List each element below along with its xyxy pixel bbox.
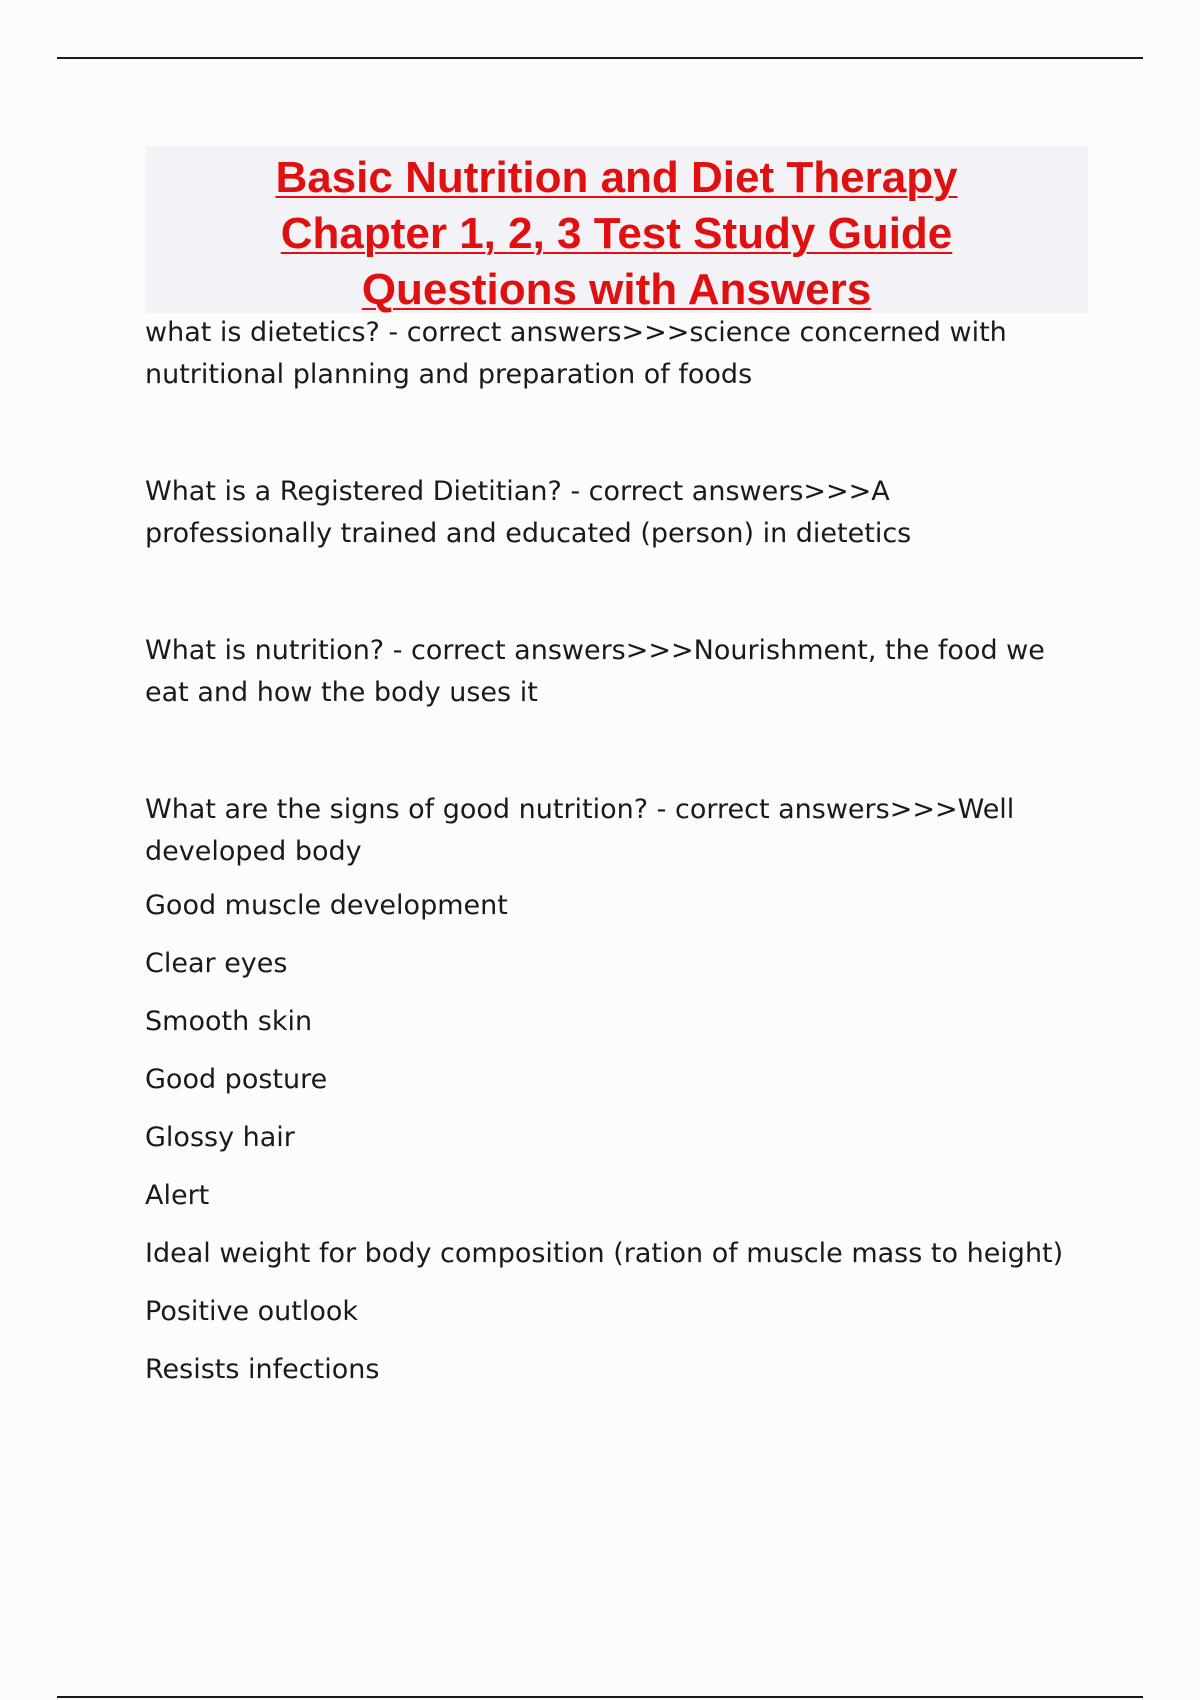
- list-item: Good muscle development: [145, 890, 508, 921]
- top-rule: [57, 57, 1143, 59]
- title-line-1: Basic Nutrition and Diet Therapy: [275, 153, 958, 202]
- list-item: Alert: [145, 1180, 210, 1211]
- qa-item-dietetics: what is dietetics? - correct answers>>>science concerned with nutritional planning and preparation of foods: [145, 317, 1007, 390]
- title-line-3: Questions with Answers: [361, 265, 872, 314]
- list-item: Positive outlook: [145, 1296, 359, 1327]
- list-item: Smooth skin: [145, 1006, 313, 1037]
- title-line-2: Chapter 1, 2, 3 Test Study Guide: [280, 209, 953, 258]
- qa-item-nutrition: What is nutrition? - correct answers>>>Nourishment, the food we eat and how the body uses it: [145, 635, 1045, 708]
- document-title: [145, 146, 1088, 313]
- list-item: Resists infections: [145, 1354, 380, 1385]
- qa-item-registered-dietitian: What is a Registered Dietitian? - correct answers>>>A professionally trained and educated (person) in dietetics: [145, 476, 912, 549]
- list-item: Glossy hair: [145, 1122, 295, 1153]
- list-item: Good posture: [145, 1064, 328, 1095]
- qa-item-signs-of-good-nutrition: What are the signs of good nutrition? - correct answers>>>Well developed body: [145, 794, 1015, 867]
- document-body: [145, 312, 1075, 1407]
- list-item: Ideal weight for body composition (ration of muscle mass to height): [145, 1238, 1064, 1269]
- signs-list: [145, 885, 1075, 1391]
- bottom-rule: [57, 1696, 1143, 1698]
- list-item: Clear eyes: [145, 948, 288, 979]
